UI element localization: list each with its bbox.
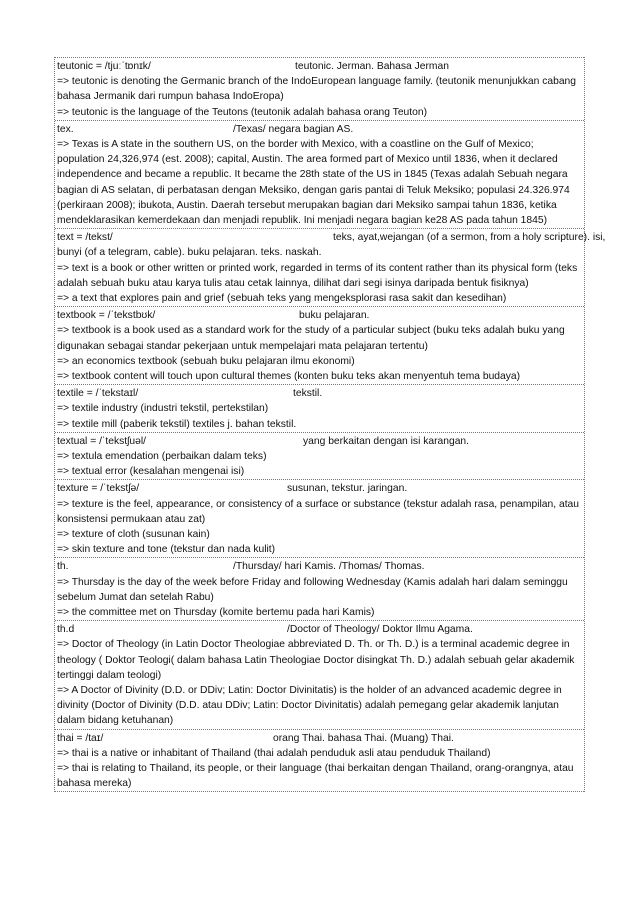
entry-example-line: => thai is a native or inhabitant of Thailand (thai adalah penduduk asli atau penduduk Thailand) — [57, 747, 491, 759]
entry-example-line: => textula emendation (perbaikan dalam teks) — [57, 450, 267, 462]
entry-example-line: => skin texture and tone (tekstur dan nada kulit) — [57, 544, 276, 556]
entry-gloss: orang Thai. bahasa Thai. (Muang) Thai. — [273, 732, 454, 744]
entry-example-line: bunyi (of a telegram, cable). buku pelajaran. teks. naskah. — [57, 247, 322, 259]
entry-headword-row — [57, 308, 582, 323]
entry-example-line: => A Doctor of Divinity (D.D. or DDiv; Latin: Doctor Divinitatis) is the holder of an advanced academic degree in divinity (Doctor of Divinity (D.D. atau DDiv; Latin: Doctor Divinitatis) adalah pemegang gelar akademik lanjutan dalam bidang ketuhanan) — [57, 684, 562, 727]
entry-term: textual = /ˈtekstʃuəl/ — [57, 435, 146, 447]
entry-headword-row — [57, 622, 582, 637]
entry-gloss: /Doctor of Theology/ Doktor Ilmu Agama. — [287, 624, 473, 636]
dictionary-entry — [55, 120, 584, 228]
entry-term: thai = /taɪ/ — [57, 732, 104, 744]
entry-example-line: => an economics textbook (sebuah buku pelajaran ilmu ekonomi) — [57, 355, 355, 367]
entry-example-line: => texture is the feel, appearance, or consistency of a surface or substance (tekstur adalah rasa, penampilan, atau konsistensi permukaan atau zat) — [57, 498, 580, 525]
entry-term: textbook = /ˈtekstbʊk/ — [57, 310, 156, 322]
entry-example-line: => textile mill (paberik tekstil) textiles j. bahan tekstil. — [57, 418, 297, 430]
entry-headword-row — [57, 230, 606, 245]
entry-gloss: susunan, tekstur. jaringan. — [287, 483, 408, 495]
dictionary-entry — [55, 729, 584, 793]
entry-example-line: => textbook is a book used as a standard work for the study of a particular subject (buku teks adalah buku yang digunakan sebagai standar pekerjaan untuk mempelajari mata pelajaran tertentu) — [57, 325, 565, 352]
entry-term: texture = /ˈtekstʃə/ — [57, 483, 140, 495]
entry-example-line: => textile industry (industri tekstil, pertekstilan) — [57, 403, 269, 415]
entry-headword-row — [57, 59, 582, 74]
entry-gloss: teks, ayat,wejangan (of a sermon, from a holy scripture). isi, — [333, 232, 606, 244]
entry-example-line: => teutonic is denoting the Germanic branch of the IndoEuropean language family. (teutonik menunjukkan cabang bahasa Jermanik dari rumpun bahasa IndoEropa) — [57, 76, 576, 103]
entry-example-line: => Doctor of Theology (in Latin Doctor Theologiae abbreviated D. Th. or Th. D.) is a terminal academic degree in theology ( Doktor Teologi( dalam bahasa Latin Theologiae Doctor disingkat Th. D.) adalah sebuah gelar akademik tertinggi dalam teologi) — [57, 639, 575, 681]
entry-example-line: => text is a book or other written or printed work, regarded in terms of its content rather than its physical form (teks adalah sebuah buku atau karya tulis atau cetak lainnya, dilihat dari segi isinya daripada bentuk fisiknya) — [57, 262, 578, 289]
entry-example-line: => textual error (kesalahan mengenai isi) — [57, 466, 245, 478]
entry-gloss: yang berkaitan dengan isi karangan. — [303, 435, 470, 447]
entry-example-line: => the committee met on Thursday (komite bertemu pada hari Kamis) — [57, 606, 375, 618]
entry-term: tex. — [57, 123, 74, 135]
dictionary-entry — [55, 432, 584, 480]
entry-headword-row — [57, 434, 582, 449]
entry-example-line: => teutonic is the language of the Teutons (teutonik adalah bahasa orang Teuton) — [57, 106, 428, 118]
dictionary-entry — [55, 620, 584, 728]
dictionary-entry — [55, 228, 606, 306]
entry-gloss: /Thursday/ hari Kamis. /Thomas/ Thomas. — [233, 561, 425, 573]
entry-term: textile = /ˈtekstaɪl/ — [57, 388, 139, 400]
entry-gloss: buku pelajaran. — [299, 310, 370, 322]
entry-example-line: => Thursday is the day of the week before Friday and following Wednesday (Kamis adalah hari dalam seminggu sebelum Jumat dan setelah Rabu) — [57, 576, 568, 603]
entry-example-line: => textbook content will touch upon cultural themes (konten buku teks akan menyentuh tema budaya) — [57, 371, 521, 382]
entry-term: th. — [57, 561, 69, 573]
entry-headword-row — [57, 122, 582, 137]
entry-term: th.d — [57, 624, 75, 636]
dictionary-entry — [55, 57, 584, 120]
dictionary-entry — [55, 479, 584, 557]
dictionary-table — [54, 57, 606, 792]
dictionary-entry — [55, 557, 584, 620]
dictionary-entry — [55, 306, 584, 384]
entry-headword-row — [57, 559, 582, 574]
entry-example-line: => Texas is A state in the southern US, on the border with Mexico, with a coastline on the Gulf of Mexico; population 24,326,974 (est. 2008); capital, Austin. The area formed part of Mexico until 1836, when it declared independence and became a republic. It became the 28th state of the US in 1845 (Texas adalah Sebuah negara bagian di AS selatan, di perbatasan dengan Meksiko, dengan garis pantai di Teluk Meksiko; populasi 24.326.974 (perkiraan 2008); ibukota, Austin. Daerah tersebut merupakan bagian dari Meksiko sampai tahun 1836, ketika mendeklarasikan kemerdekaan dan menjadi republik. Ini menjadi negara bagian ke28 AS pada tahun 1845) — [57, 138, 570, 226]
entry-headword-row — [57, 481, 582, 496]
entry-example-line: => thai is relating to Thailand, its people, or their language (thai berkaitan dengan Thailand, orang-orangnya, atau bahasa mereka) — [57, 762, 574, 790]
entry-gloss: /Texas/ negara bagian AS. — [233, 123, 354, 135]
entry-term: teutonic = /tjuːˈtɒnɪk/ — [57, 61, 151, 72]
entry-example-line: => texture of cloth (susunan kain) — [57, 528, 210, 540]
entry-headword-row — [57, 731, 582, 746]
entry-headword-row — [57, 386, 582, 401]
entry-gloss: teutonic. Jerman. Bahasa Jerman — [295, 61, 449, 72]
entry-term: text = /tekst/ — [57, 232, 113, 244]
dictionary-entry — [55, 384, 584, 432]
entry-example-line: => a text that explores pain and grief (sebuah teks yang mengeksplorasi rasa sakit dan kesedihan) — [57, 293, 507, 304]
entry-gloss: tekstil. — [293, 388, 323, 400]
